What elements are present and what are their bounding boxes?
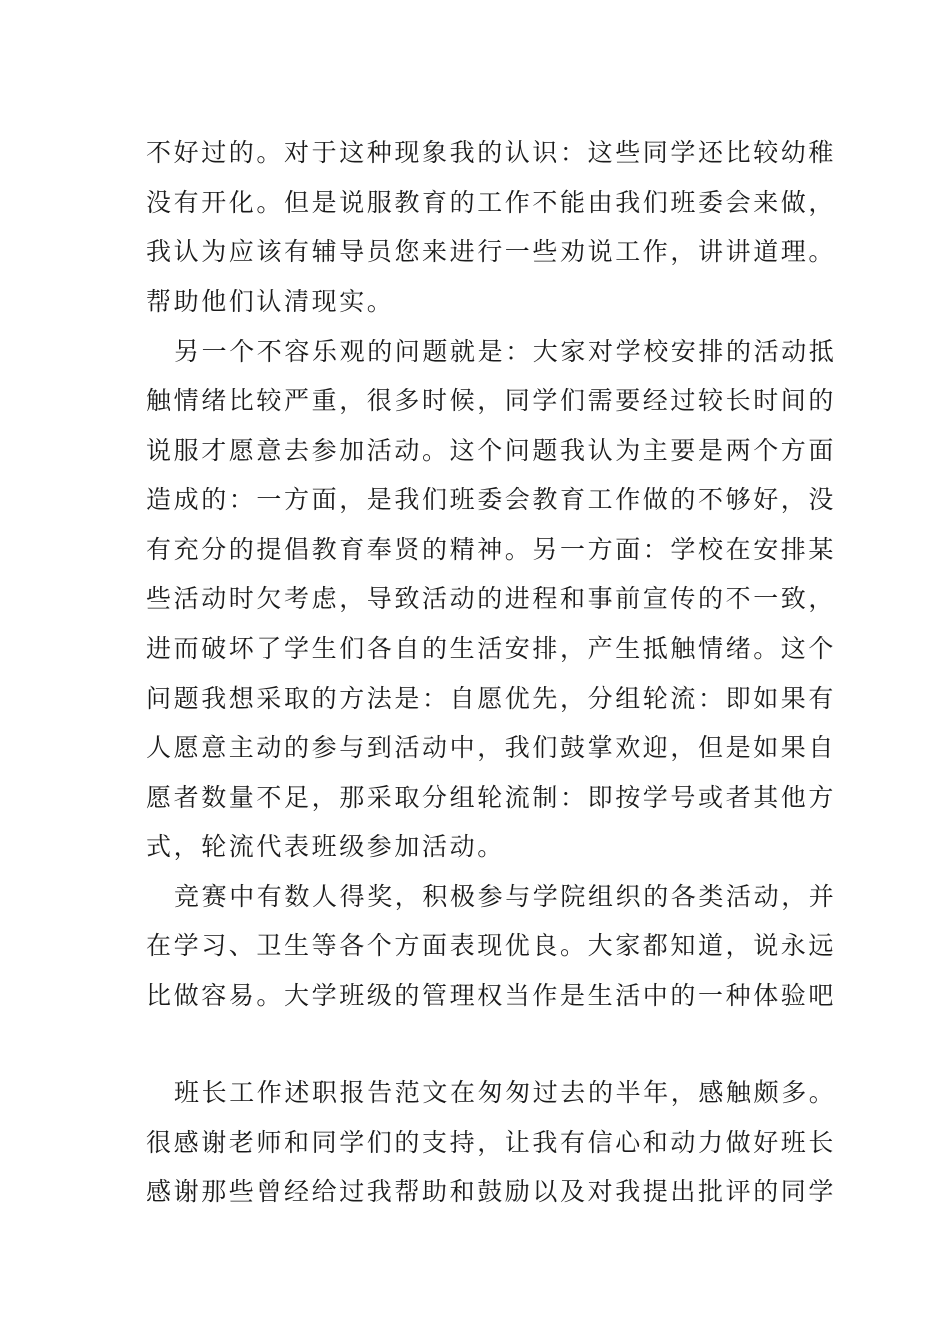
text-line: 式，轮流代表班级参加活动。 — [146, 832, 505, 861]
text-line: 感谢那些曾经给过我帮助和鼓励以及对我提出批评的同学 — [146, 1177, 837, 1206]
text-line: 不好过的。对于这种现象我的认识：这些同学还比较幼稚 — [146, 138, 837, 167]
text-line: 没有开化。但是说服教育的工作不能由我们班委会来做， — [146, 188, 837, 217]
text-line: 触情绪比较严重，很多时候，同学们需要经过较长时间的 — [146, 386, 837, 415]
text-line: 在学习、卫生等各个方面表现优良。大家都知道，说永远 — [146, 931, 837, 960]
text-line: 愿者数量不足，那采取分组轮流制：即按学号或者其他方 — [146, 783, 837, 812]
text-line: 些活动时欠考虑，导致活动的进程和事前宣传的不一致， — [146, 584, 837, 613]
text-line: 班长工作述职报告范文在匆匆过去的半年，感触颇多。 — [174, 1078, 837, 1107]
text-line: 说服才愿意去参加活动。这个问题我认为主要是两个方面 — [146, 436, 837, 465]
text-line: 帮助他们认清现实。 — [146, 287, 395, 316]
text-line: 竞赛中有数人得奖，积极参与学院组织的各类活动，并 — [174, 882, 837, 911]
text-line: 有充分的提倡教育奉贤的精神。另一方面：学校在安排某 — [146, 535, 837, 564]
text-line: 另一个不容乐观的问题就是：大家对学校安排的活动抵 — [174, 337, 837, 366]
text-line: 问题我想采取的方法是：自愿优先，分组轮流：即如果有 — [146, 684, 837, 713]
text-line: 人愿意主动的参与到活动中，我们鼓掌欢迎，但是如果自 — [146, 733, 837, 762]
text-line: 很感谢老师和同学们的支持，让我有信心和动力做好班长 — [146, 1128, 837, 1157]
text-line: 我认为应该有辅导员您来进行一些劝说工作，讲讲道理。 — [146, 237, 837, 266]
text-line: 造成的：一方面，是我们班委会教育工作做的不够好，没 — [146, 485, 837, 514]
text-line: 进而破坏了学生们各自的生活安排，产生抵触情绪。这个 — [146, 634, 837, 663]
text-line: 比做容易。大学班级的管理权当作是生活中的一种体验吧 — [146, 981, 837, 1010]
